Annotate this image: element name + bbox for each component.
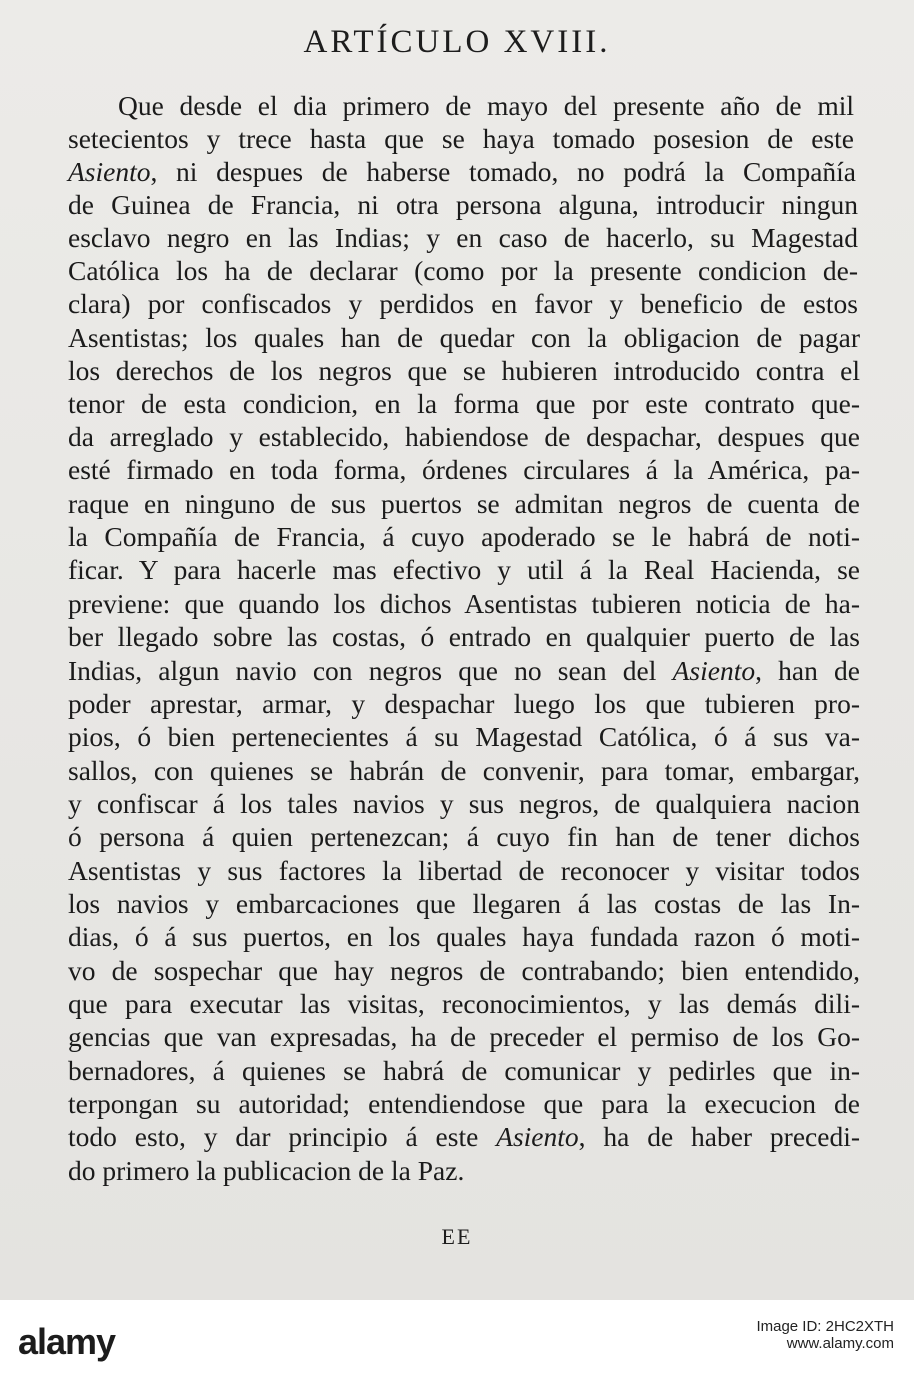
text-line-4: de Guinea de Francia, ni otra persona alguna, introducir ningun (68, 189, 858, 220)
italic-term: Asiento (68, 156, 151, 187)
text-line-22: y confiscar á los tales navios y sus negros, de qualquiera nacion (68, 788, 860, 819)
text-line-20: pios, ó bien pertenecientes á su Magestad Católica, ó á sus va- (68, 721, 860, 752)
text-line-26: dias, ó á sus puertos, en los quales haya fundada razon ó moti- (68, 921, 860, 952)
text-line-6: Católica los ha de declarar (como por la presente condicion de- (68, 255, 858, 286)
text-line-30: bernadores, á quienes se habrá de comunicar y pedirles que in- (68, 1055, 860, 1086)
image-meta (756, 1318, 894, 1352)
text-line-13: raque en ninguno de sus puertos se admitan negros de cuenta de (68, 488, 860, 519)
text-line-2: setecientos y trece hasta que se haya tomado posesion de este (68, 123, 854, 154)
text-line-11: da arreglado y establecido, habiendose de despachar, despues que (68, 421, 860, 452)
text-line-32: todo esto, y dar principio á este Asiento, ha de haber precedi- (68, 1121, 861, 1152)
text-line-28: que para executar las visitas, reconocimientos, y las demás dili- (68, 988, 860, 1019)
article-heading: ARTÍCULO XVIII. (303, 24, 611, 60)
text-line-21: sallos, con quienes se habrán de convenir, para tomar, embargar, (68, 755, 860, 786)
text-line-19: poder aprestar, armar, y despachar luego los que tubieren pro- (68, 688, 860, 719)
text-line-16: previene: que quando los dichos Asentistas tubieren noticia de ha- (68, 588, 860, 619)
text-line-25: los navios y embarcaciones que llegaren á las costas de las In- (68, 888, 860, 919)
text-line-9: los derechos de los negros que se hubieren introducido contra el (68, 355, 860, 386)
italic-term: Asiento (496, 1121, 579, 1152)
text-line-18: Indias, algun navio con negros que no sean del Asiento, han de (68, 655, 860, 686)
text-line-27: vo de sospechar que hay negros de contrabando; bien entendido, (68, 955, 860, 986)
text-line-7: clara) por confiscados y perdidos en favor y beneficio de estos (68, 288, 858, 319)
italic-term: Asiento (672, 655, 756, 686)
text-line-17: ber llegado sobre las costas, ó entrado en qualquier puerto de las (68, 621, 860, 652)
text-line-15: ficar. Y para hacerle mas efectivo y util á la Real Hacienda, se (68, 554, 860, 585)
text-line-23: ó persona á quien pertenezcan; á cuyo fin han de tener dichos (68, 821, 860, 852)
text-line-33: do primero la publicacion de la Paz. (68, 1155, 465, 1186)
site-url: www.alamy.com (786, 1335, 894, 1352)
text-line-12: esté firmado en toda forma, órdenes circulares á la América, pa- (68, 454, 860, 485)
text-line-5: esclavo negro en las Indias; y en caso de hacerlo, su Magestad (68, 222, 858, 253)
text-line-1: Que desde el dia primero de mayo del presente año de mil (118, 90, 854, 121)
text-line-31: terpongan su autoridad; entendiendose que para la execucion de (68, 1088, 860, 1119)
image-id: Image ID: 2HC2XTH (756, 1318, 894, 1335)
text-line-8: Asentistas; los quales han de quedar con la obligacion de pagar (68, 322, 860, 353)
brand-logo: alamy (18, 1321, 116, 1362)
signature-mark: EE (441, 1224, 473, 1249)
text-line-29: gencias que van expresadas, ha de preceder el permiso de los Go- (68, 1021, 860, 1052)
text-line-10: tenor de esta condicion, en la forma que por este contrato que- (68, 388, 860, 419)
text-line-3: Asiento, ni despues de haberse tomado, no podrá la Compañía (68, 156, 856, 187)
text-line-24: Asentistas y sus factores la libertad de reconocer y visitar todos (68, 855, 860, 886)
text-line-14: la Compañía de Francia, á cuyo apoderado se le habrá de noti- (68, 521, 860, 552)
